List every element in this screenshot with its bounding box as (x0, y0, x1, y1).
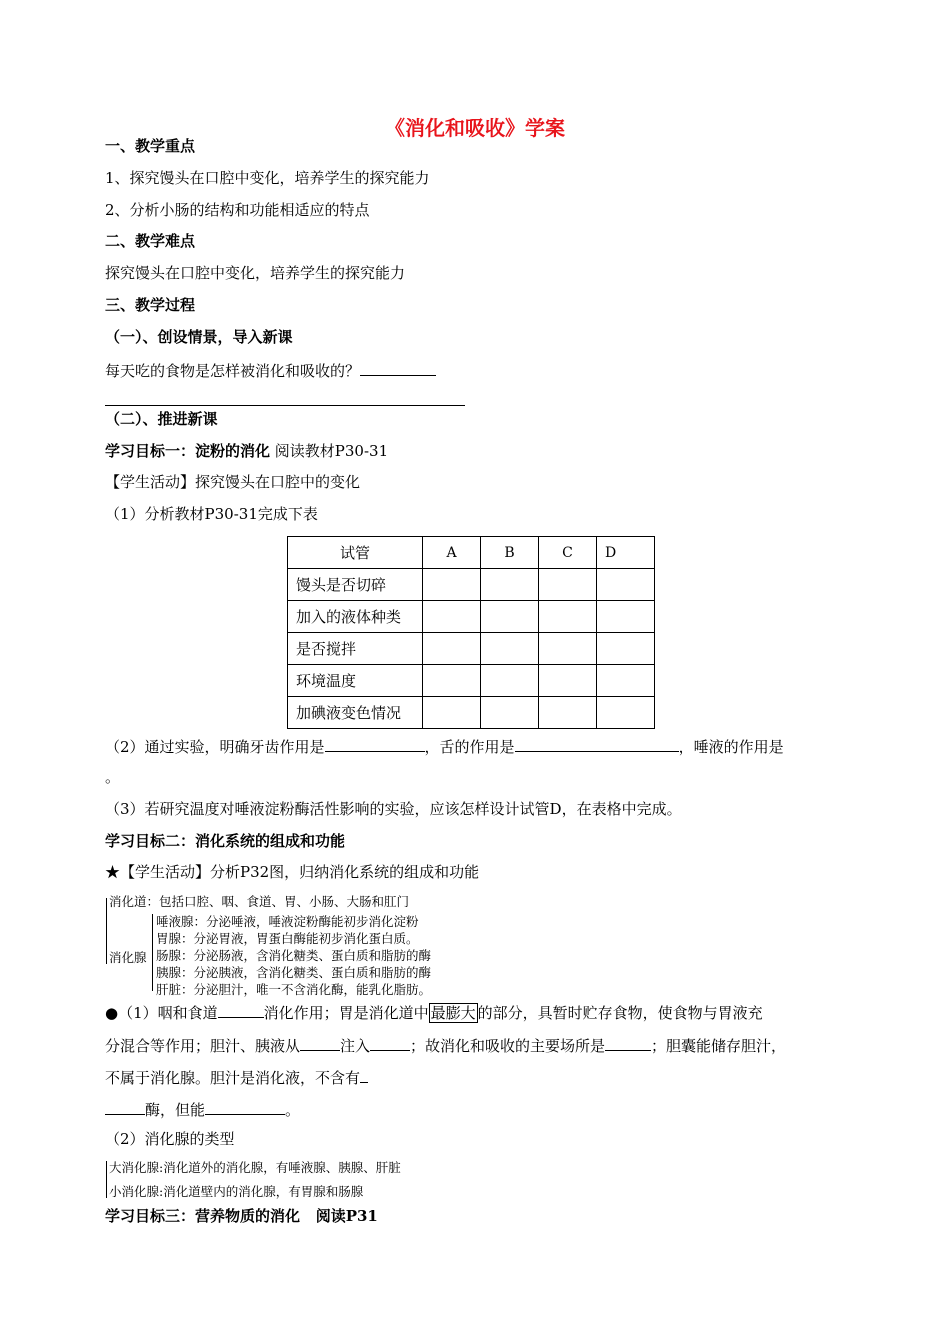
table-cell[interactable] (481, 633, 539, 665)
experiment-table (287, 536, 655, 729)
para-g: ；胆囊能储存胆汁， (651, 1037, 787, 1055)
para-d: 分混合等作用；胆汁、胰液从 (105, 1037, 301, 1055)
para-j: 。 (285, 1101, 301, 1119)
para-c: 的部分，具暂时贮存食物，使食物与胃液充 (477, 1004, 763, 1022)
row-label: 是否搅拌 (288, 633, 423, 665)
gland-types-heading: （2）消化腺的类型 (105, 1130, 235, 1148)
table-cell[interactable] (539, 697, 597, 729)
table-cell[interactable] (597, 665, 655, 697)
table-cell[interactable] (423, 569, 481, 601)
step-2-line (105, 735, 784, 757)
para-a: ●（1）咽和食道 (105, 1004, 218, 1022)
subsection-intro: （一）、创设情景，导入新课 (105, 328, 293, 346)
table-cell[interactable] (481, 569, 539, 601)
key-point-1: 1、探究馒头在口腔中变化，培养学生的探究能力 (105, 169, 430, 187)
blank-6[interactable] (105, 1098, 145, 1115)
para-i: 酶，但能 (145, 1101, 206, 1119)
table-header-cell: D (597, 537, 655, 569)
table-row (288, 569, 655, 601)
digestive-glands-label: 消化腺 (109, 950, 147, 965)
intro-question (105, 359, 436, 381)
table-cell[interactable] (481, 665, 539, 697)
teeth-blank[interactable] (325, 735, 425, 752)
answer-line[interactable] (105, 405, 465, 406)
blank-7[interactable] (205, 1098, 285, 1115)
goal-3-reading: 阅读P31 (315, 1207, 378, 1225)
row-label: 加入的液体种类 (288, 601, 423, 633)
table-cell[interactable] (481, 697, 539, 729)
paragraph-line-2 (105, 1034, 786, 1056)
table-cell[interactable] (539, 665, 597, 697)
goal-3-label: 学习目标三：营养物质的消化 (105, 1207, 301, 1225)
goal-1 (105, 441, 388, 461)
table-cell[interactable] (597, 697, 655, 729)
para-h: 不属于消化腺。胆汁是消化液，不含有 (105, 1069, 361, 1087)
table-row (288, 633, 655, 665)
glands-brace (152, 914, 153, 991)
table-cell[interactable] (539, 601, 597, 633)
goal-3 (105, 1206, 378, 1226)
gland-types-brace (106, 1161, 107, 1198)
blank-2[interactable] (300, 1034, 340, 1051)
section-heading-difficulties: 二、教学难点 (105, 232, 196, 250)
section-heading-key-points: 一、教学重点 (105, 137, 196, 155)
table-cell[interactable] (423, 665, 481, 697)
goal-2-heading: 学习目标二：消化系统的组成和功能 (105, 832, 346, 850)
table-row (288, 665, 655, 697)
gland-item: 胰腺：分泌胰液，含消化糖类、蛋白质和脂肪的酶 (156, 965, 432, 980)
gland-item: 胃腺：分泌胃液，胃蛋白酶能初步消化蛋白质。 (156, 931, 419, 946)
section-heading-process: 三、教学过程 (105, 296, 196, 314)
goal-1-reading: 阅读教材P30-31 (274, 442, 389, 460)
para-e: 注入 (340, 1037, 371, 1055)
table-row (288, 601, 655, 633)
goal-1-step-1: （1）分析教材P30-31完成下表 (105, 505, 318, 523)
paragraph-line-4 (105, 1098, 300, 1120)
table-cell[interactable] (539, 569, 597, 601)
page-title: 《消化和吸收》学案 (385, 116, 565, 140)
digestive-tract-text: 消化道：包括口腔、咽、食道、胃、小肠、大肠和肛门 (109, 894, 410, 909)
gland-item: 唾液腺：分泌唾液，唾液淀粉酶能初步消化淀粉 (156, 914, 419, 929)
row-label: 加碘液变色情况 (288, 697, 423, 729)
para-f: ；故消化和吸收的主要场所是 (410, 1037, 606, 1055)
table-header-cell: 试管 (288, 537, 423, 569)
small-glands-text: 小消化腺:消化道壁内的消化腺，有胃腺和肠腺 (109, 1184, 364, 1199)
row-label: 环境温度 (288, 665, 423, 697)
step-3: （3）若研究温度对唾液淀粉酶活性影响的实验，应该怎样设计试管D，在表格中完成。 (105, 800, 682, 818)
table-header-row (288, 537, 655, 569)
table-row (288, 697, 655, 729)
table-cell[interactable] (539, 633, 597, 665)
para-b: 消化作用；胃是消化道中 (263, 1004, 429, 1022)
table-header-cell: C (539, 537, 597, 569)
step-2-part-1: （2）通过实验，明确牙齿作用是 (105, 738, 325, 756)
step-2-end: 。 (105, 768, 121, 786)
blank-5[interactable] (360, 1066, 368, 1083)
blank-3[interactable] (370, 1034, 410, 1051)
blank-4[interactable] (605, 1034, 651, 1051)
table-cell[interactable] (597, 601, 655, 633)
step-2-part-2: ，舌的作用是 (424, 738, 515, 756)
table-cell[interactable] (597, 569, 655, 601)
row-label: 馒头是否切碎 (288, 569, 423, 601)
boxed-term: 最膨大 (430, 1004, 476, 1022)
system-brace (106, 898, 107, 964)
tongue-blank[interactable] (515, 735, 679, 752)
table-cell[interactable] (597, 633, 655, 665)
gland-item: 肠腺：分泌肠液，含消化糖类、蛋白质和脂肪的酶 (156, 948, 432, 963)
table-cell[interactable] (423, 601, 481, 633)
answer-blank[interactable] (360, 359, 436, 376)
difficulty-text: 探究馒头在口腔中变化，培养学生的探究能力 (105, 264, 406, 282)
table-cell[interactable] (481, 601, 539, 633)
step-2-part-3: ，唾液的作用是 (678, 738, 784, 756)
subsection-new-lesson: （二）、推进新课 (105, 410, 218, 428)
key-point-2: 2、分析小肠的结构和功能相适应的特点 (105, 201, 370, 219)
table-header-cell: A (423, 537, 481, 569)
gland-item: 肝脏：分泌胆汁，唯一不含消化酶，能乳化脂肪。 (156, 982, 432, 997)
table-cell[interactable] (423, 633, 481, 665)
goal-1-activity: 【学生活动】探究馒头在口腔中的变化 (105, 473, 361, 491)
paragraph-line-3 (105, 1066, 368, 1088)
table-cell[interactable] (423, 697, 481, 729)
table-header-cell: B (481, 537, 539, 569)
paragraph-line-1 (105, 1001, 763, 1023)
goal-2-activity: ★【学生活动】分析P32图，归纳消化系统的组成和功能 (105, 863, 480, 881)
big-glands-text: 大消化腺:消化道外的消化腺，有唾液腺、胰腺、肝脏 (109, 1160, 401, 1175)
intro-question-text: 每天吃的食物是怎样被消化和吸收的？ (105, 362, 361, 380)
goal-1-label: 学习目标一：淀粉的消化 (105, 442, 271, 460)
blank-1[interactable] (218, 1001, 264, 1018)
